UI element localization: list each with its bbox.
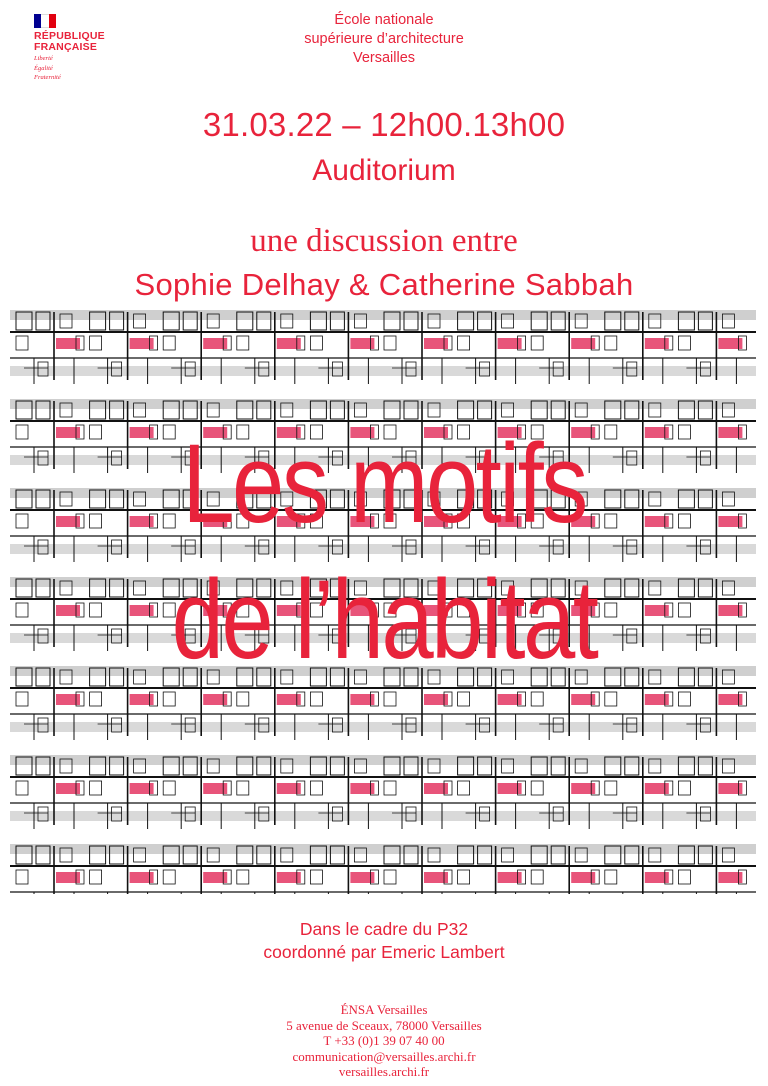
- contact-name: ÉNSA Versailles: [340, 1002, 428, 1017]
- contact-phone: T +33 (0)1 39 07 40 00: [323, 1033, 445, 1049]
- event-context: [0, 918, 768, 964]
- title-line1: Les motifs: [182, 421, 586, 546]
- event-datetime: 31.03.22 – 12h00.13h00: [202, 106, 566, 143]
- contact-email[interactable]: communication@versailles.archi.fr: [292, 1048, 476, 1064]
- context-line2: coordonné par Emeric Lambert: [263, 942, 505, 962]
- context-line1: Dans le cadre du P32: [299, 919, 469, 939]
- school-line3: Versailles: [352, 50, 416, 66]
- event-venue: Auditorium: [312, 154, 456, 187]
- republique-francaise-logo: [34, 14, 124, 82]
- school-name: [234, 11, 534, 68]
- logo-motto-line2: Égalité: [34, 64, 53, 72]
- contact-address: 5 avenue de Sceaux, 78000 Versailles: [286, 1017, 482, 1033]
- event-speakers: Sophie Delhay & Catherine Sabbah: [134, 267, 634, 302]
- poster-title: [61, 416, 706, 688]
- event-intro: une discussion entre: [250, 223, 518, 259]
- logo-motto-line3: Fraternité: [34, 74, 61, 81]
- logo-name-line2: FRANÇAISE: [34, 41, 98, 53]
- contact-block: [0, 1002, 768, 1080]
- logo-name-line1: RÉPUBLIQUE: [34, 30, 105, 42]
- school-line2: supérieure d’architecture: [304, 31, 464, 47]
- contact-website[interactable]: versailles.archi.fr: [338, 1064, 430, 1080]
- logo-motto-line1: Liberté: [34, 55, 53, 62]
- school-line1: École nationale: [334, 12, 434, 28]
- title-line2: de l’habitat: [171, 557, 597, 682]
- marianne-emblem-icon: [34, 14, 56, 28]
